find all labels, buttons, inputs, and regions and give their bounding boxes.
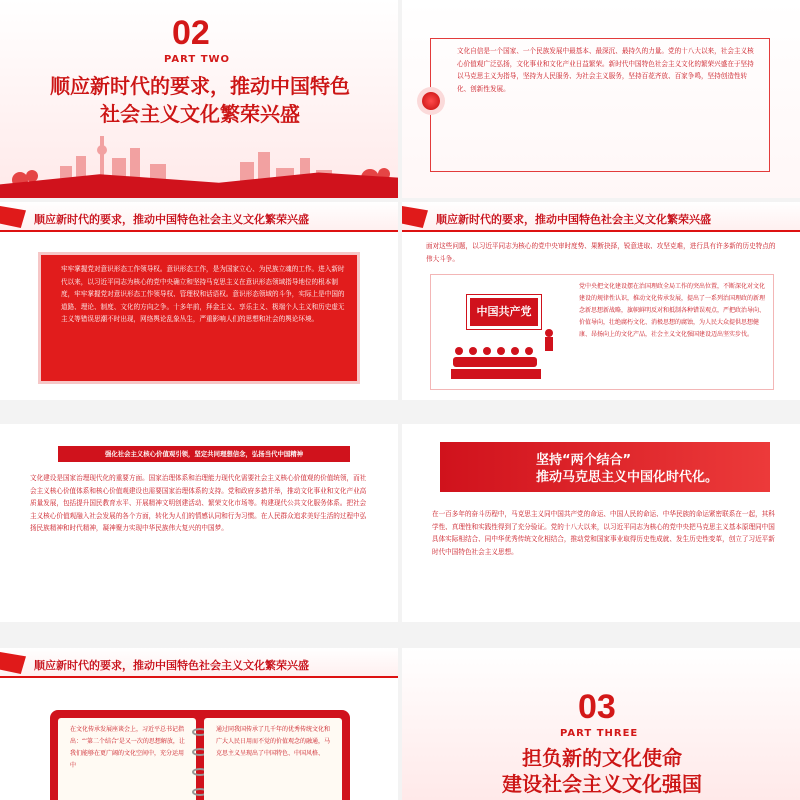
notebook-right-page [204,718,342,800]
header-title: 顺应新时代的要求，推动中国特色社会主义文化繁荣兴盛 [34,213,309,226]
section-title-line1: 担负新的文化使命 [522,746,682,770]
text-frame [430,38,770,172]
flag-icon [0,652,26,674]
left-page-text: 在文化传承发展座谈会上，习近平总书记指出：“‘第二个结合’是又一次的思想解放，让我们能够在更广阔的文化空间中，充分运用中 [70,726,185,769]
slide-ideology-leadership[interactable] [0,202,398,400]
slide-part-three-title[interactable] [402,648,800,800]
slide-core-values[interactable] [0,424,398,622]
red-banner [440,442,770,492]
section-part-label: PART THREE [560,728,639,739]
section-number: 02 [172,14,210,52]
flag-icon [402,206,428,228]
red-text-box [38,252,360,384]
slide-cultural-confidence[interactable] [402,0,800,198]
slide-part-two-title[interactable] [0,0,398,198]
body-paragraph: 牢牢掌握党对意识形态工作领导权。意识形态工作，是为国家立心、为民族立魂的工作。进入新时代以来，以习近平同志为核心的党中央确立和坚持马克思主义在意识形态领域指导地位的根本制度，牢牢掌握党对意识形态工作领导权、管理权和话语权。意识形态领域的斗争，实际上是中国的道路、理论、制度、文化的方向之争。十多年前，拜金主义、享乐主义、极端个人主义和历史虚无主义等错误思潮不时出现，网络舆论乱象丛生，严重影响人们的思想和社会的舆论环境。 [61,265,345,323]
body-paragraph: 党中央把文化建设摆在治国理政全局工作的突出位置，不断深化对文化建设的规律性认识，推动文化传承发展，提出了一系列治国理政的新理念新思想新战略，旗帜鲜明反对和抵制各种错误观点，严把政治导向、价值导向，壮绝腐朽文化、消极思想的腐蚀，为人民大众提供思想健康、昂扬向上的文化产品，社会主义文化强国建设迈出坚实步伐。 [579,283,766,338]
text-frame [430,274,774,390]
red-dot-decoration [422,92,440,110]
notebook-left-page [58,718,196,800]
banner-line2: 推动马克思主义中国化时代化。 [536,470,719,485]
party-board-label: 中国共产党 [467,295,541,329]
body-paragraph: 在一百多年的奋斗历程中，马克思主义同中国共产党的命运、中国人民的命运、中华民族的命运紧密联系在一起，其科学性、真理性和实践性得到了充分验证。党的十八大以来，以习近平同志为核心的党中央把马克思主义基本原理同中国具体实际相结合、同中华优秀传统文化相结合，推动党和国家事业取得历史性成就、发生历史性变革，创立了习近平新时代中国特色社会主义思想。 [432,510,775,556]
slide-two-combinations[interactable] [402,424,800,622]
section-number: 03 [578,688,616,726]
section-title-line2: 社会主义文化繁荣兴盛 [100,102,300,126]
audience-icon [445,327,570,379]
notebook-illustration [50,710,350,800]
slide-header [0,648,398,678]
intro-paragraph: 面对这些问题，以习近平同志为核心的党中央审时度势、果断抉择，锐意进取、攻坚克难，进行具有许多新的历史特点的伟大斗争。 [426,242,776,263]
slide-header [402,202,800,232]
body-paragraph: 文化自信是一个国家、一个民族发展中最基本、最深沉、最持久的力量。党的十八大以来，社会主义核心价值观广泛弘扬，文化事业和文化产业日益繁荣。新时代中国特色社会主义文化的繁荣兴盛在于坚持以马克思主义为指导，坚持为人民服务、为社会主义服务，坚持百花齐放、百家争鸣，坚持创造性转化、创新性发展。 [457,47,754,93]
section-title-line1: 顺应新时代的要求，推动中国特色 [50,74,350,98]
section-title-line2: 建设社会主义文化强国 [502,772,702,796]
right-page-text: 通过同我国传承了几千年的优秀传统文化和广大人民日用而不觉的价值观念的融通，马克思主义呈现出了中国特色、中国风格、 [216,726,331,757]
flag-icon [0,206,26,228]
body-paragraph: 文化建设是国家治理现代化的重要方面。国家治理体系和治理能力现代化需要社会主义核心价值观的价值统领，而社会主义核心价值体系和核心价值观建设也需要国家治理体系的支持。党和政府多措并举，推动文化事业和文化产业高质量发展，包括提升国民教育水平、开展精神文明创建活动、繁荣文化市场等。构建现代公共文化服务体系。把社会主义核心价值观融入社会发展的各个方面，转化为人们的情感认同和行为习惯。在人民群众追求美好生活的过程中弘扬民族精神和时代精神，凝神聚力实现中华民族伟大复兴的中国梦。 [30,474,367,532]
party-lecture-illustration [445,287,570,379]
slide-party-central[interactable] [402,202,800,400]
slide-header [0,202,398,232]
header-title: 顺应新时代的要求，推动中国特色社会主义文化繁荣兴盛 [34,659,309,672]
section-banner: 强化社会主义核心价值观引领，坚定共同理想信念，弘扬当代中国精神 [58,446,350,462]
banner-line1: 坚持“两个结合” [536,453,632,468]
header-title: 顺应新时代的要求，推动中国特色社会主义文化繁荣兴盛 [436,213,711,226]
slide-notebook[interactable] [0,648,398,800]
section-part-label: PART TWO [164,54,231,65]
